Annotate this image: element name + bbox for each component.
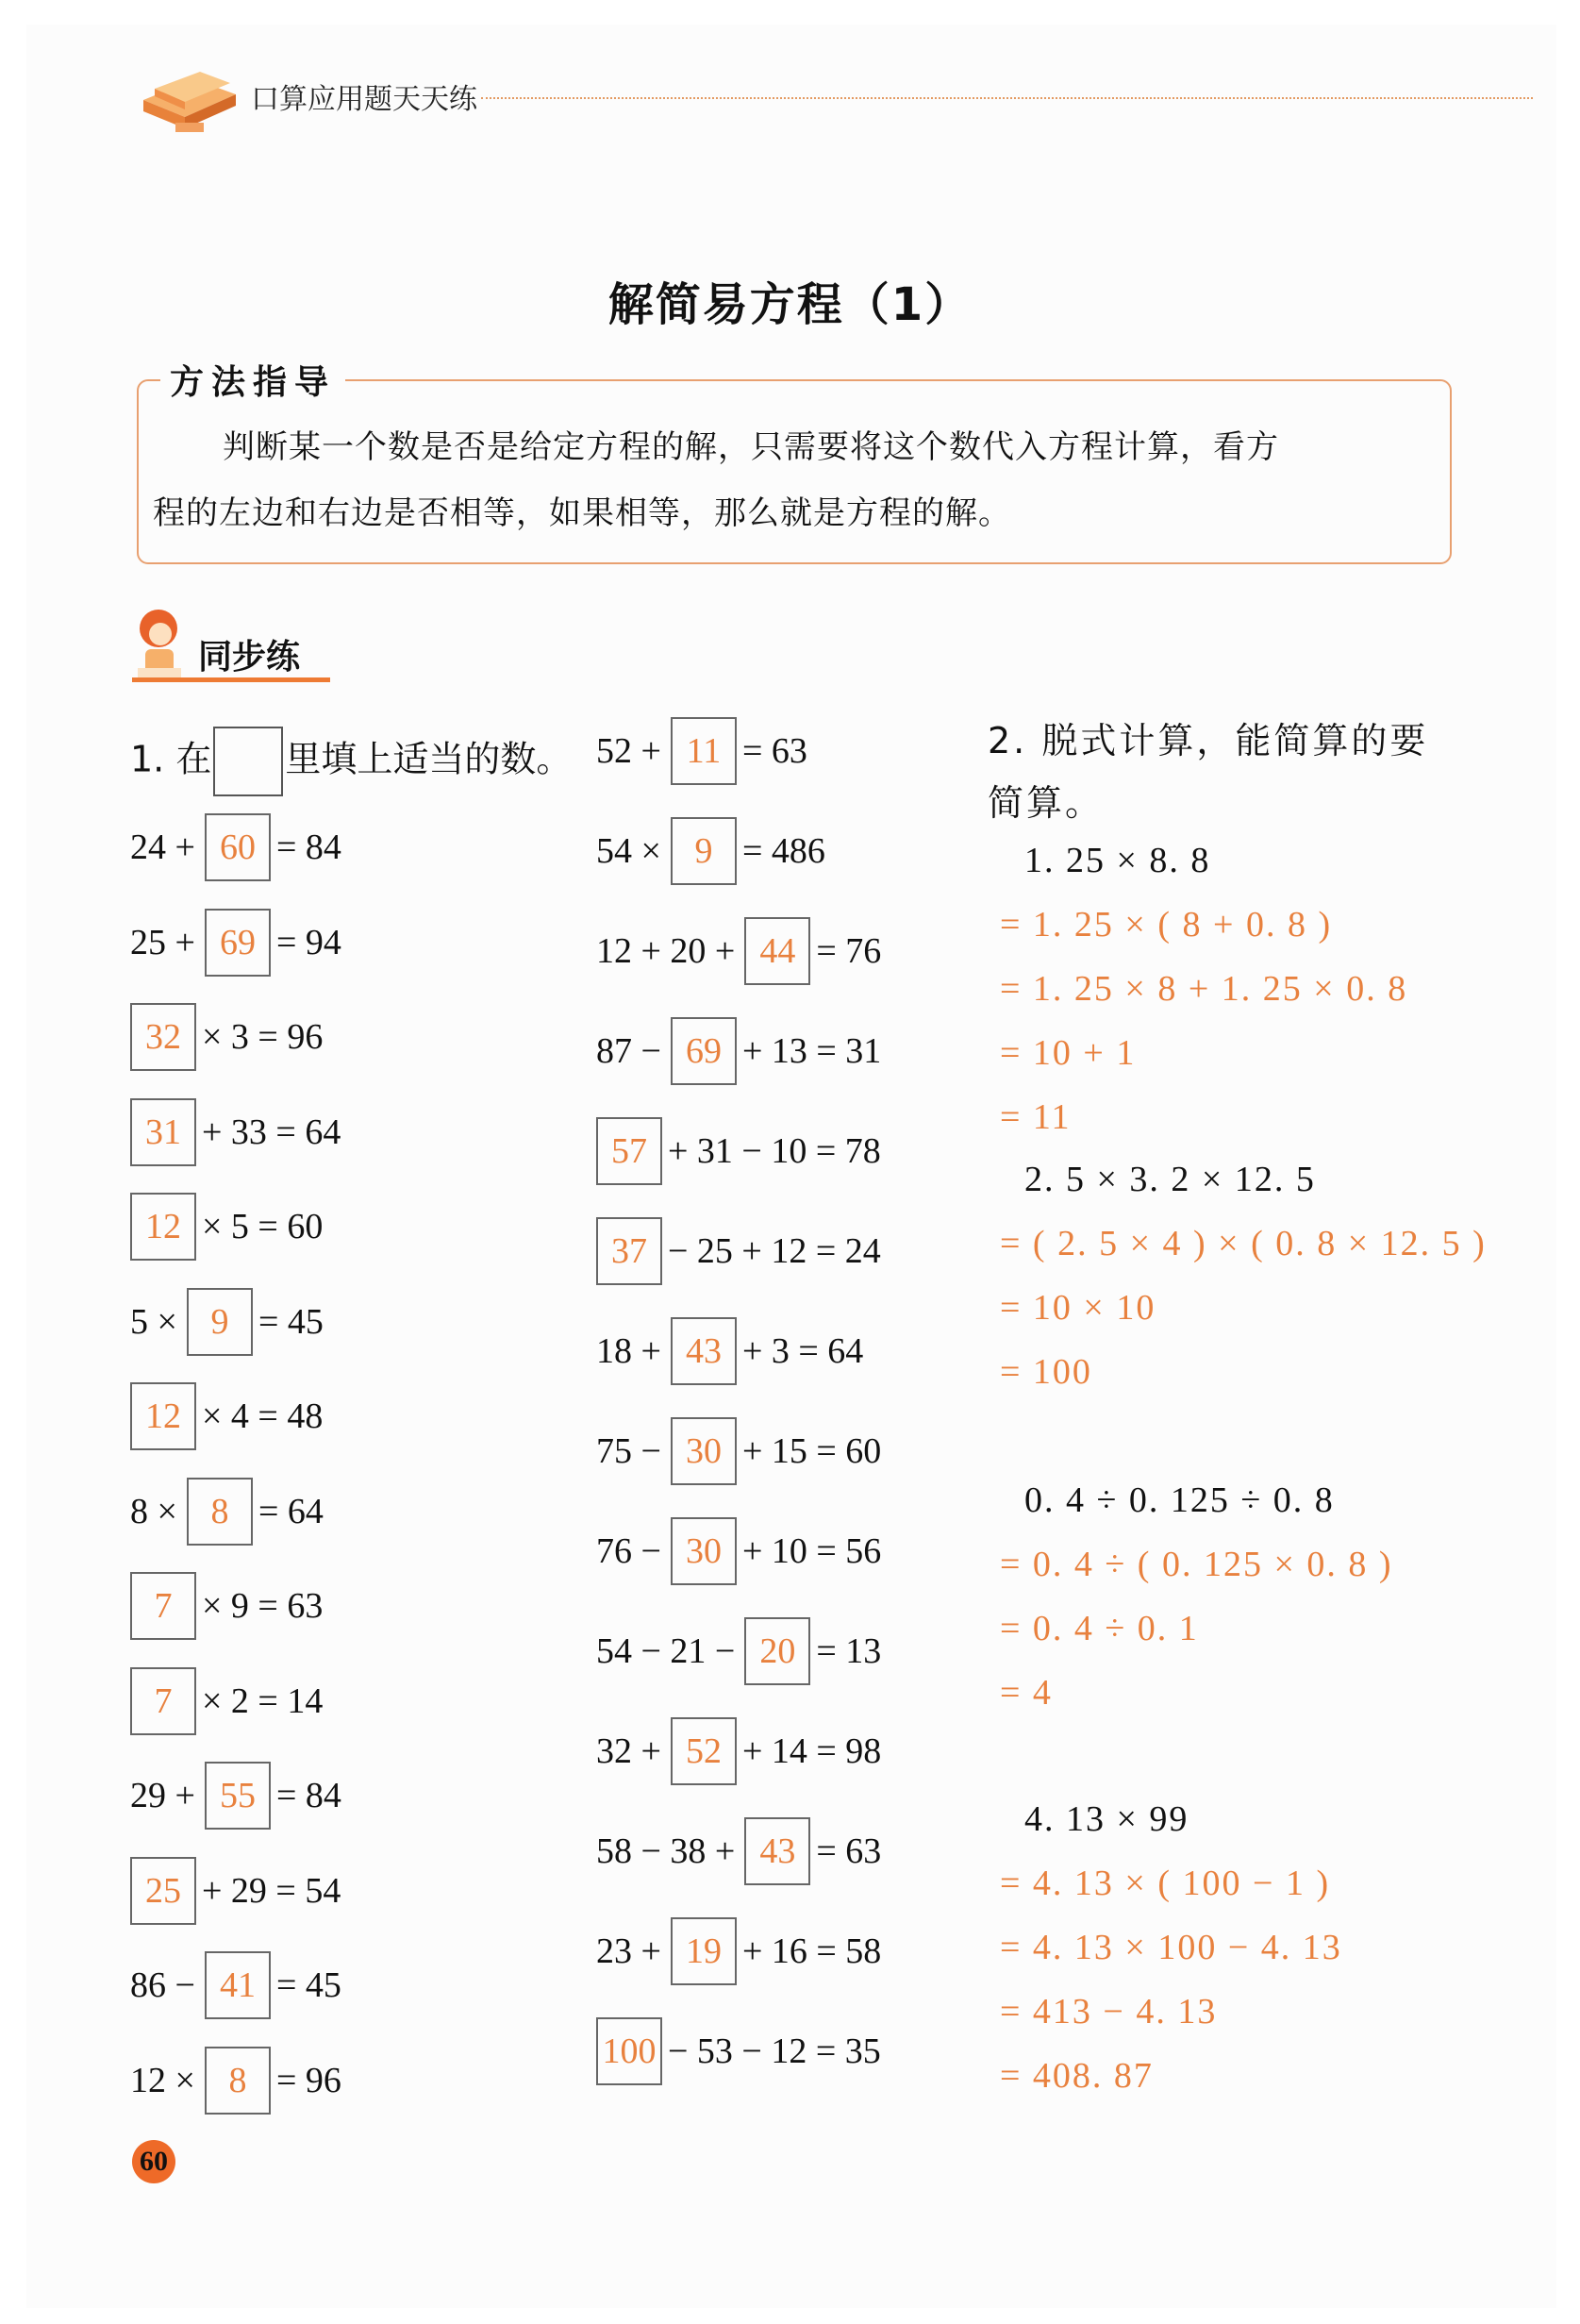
equation-right: + 33 = 64	[202, 1112, 341, 1152]
equation-row	[130, 1949, 341, 2021]
answer-box[interactable]: 32	[130, 1003, 196, 1071]
equation-left: 24 +	[130, 828, 195, 867]
equation-row	[596, 715, 807, 787]
equation-row	[130, 1096, 341, 1168]
answer-box[interactable]: 60	[205, 813, 271, 881]
answer-box[interactable]: 11	[671, 717, 737, 785]
equation-row	[130, 1191, 323, 1262]
equation-row	[130, 1665, 323, 1737]
equation-right: − 25 + 12 = 24	[668, 1231, 881, 1271]
equation-right: + 15 = 60	[741, 1431, 882, 1471]
answer-box[interactable]: 55	[205, 1762, 271, 1830]
calc-step: = 10 × 10	[1000, 1288, 1156, 1328]
equation-right: = 45	[275, 1965, 341, 2005]
page-title: 解简易方程（1）	[607, 278, 973, 331]
equation-right: = 84	[275, 828, 341, 867]
answer-box[interactable]: 8	[205, 2047, 271, 2115]
method-guide-label: 方法指导	[160, 356, 345, 404]
equation-right: = 63	[741, 731, 807, 771]
equation-row	[596, 1015, 881, 1087]
answer-box[interactable]: 30	[671, 1417, 737, 1485]
calc-expression: 4. 13 × 99	[1024, 1799, 1189, 1839]
answer-box[interactable]: 9	[671, 817, 737, 885]
equation-row	[130, 2045, 341, 2116]
equation-right: + 13 = 31	[741, 1031, 882, 1071]
equation-row	[130, 1286, 324, 1358]
equation-right: + 29 = 54	[202, 1870, 341, 1911]
answer-box[interactable]: 31	[130, 1098, 196, 1166]
equation-right: = 84	[275, 1776, 341, 1815]
answer-box[interactable]: 25	[130, 1857, 196, 1925]
equation-left: 87 −	[596, 1031, 661, 1071]
equation-left: 54 ×	[596, 831, 661, 871]
answer-box[interactable]: 44	[744, 917, 810, 985]
calc-step: = 413 − 4. 13	[1000, 1992, 1218, 2031]
answer-box[interactable]: 52	[671, 1717, 737, 1785]
equation-left: 5 ×	[130, 1301, 177, 1342]
question2-title-line1: 2. 脱式计算，能简算的要	[988, 720, 1429, 761]
calc-expression: 2. 5 × 3. 2 × 12. 5	[1024, 1160, 1316, 1199]
answer-box[interactable]: 20	[744, 1617, 810, 1685]
equation-row	[130, 1760, 341, 1831]
answer-box[interactable]: 12	[130, 1193, 196, 1261]
equation-right: = 13	[816, 1631, 882, 1671]
answer-box[interactable]: 7	[130, 1572, 196, 1640]
calc-step: = 4. 13 × 100 − 4. 13	[1000, 1928, 1342, 1967]
calc-step: = 1. 25 × ( 8 + 0. 8 )	[1000, 905, 1333, 945]
equation-left: 86 −	[130, 1965, 195, 2005]
calc-step: = 0. 4 ÷ 0. 1	[1000, 1609, 1199, 1648]
example-blank-box	[213, 727, 283, 796]
equation-row	[596, 1715, 881, 1787]
method-guide-text-line1: 判断某一个数是否是给定方程的解，只需要将这个数代入方程计算，看方	[223, 428, 1279, 466]
equation-row	[596, 915, 881, 987]
equation-row	[130, 1380, 323, 1452]
equation-right: + 14 = 98	[741, 1731, 882, 1771]
answer-box[interactable]: 41	[205, 1951, 271, 2019]
equation-left: 25 +	[130, 922, 195, 962]
question1-title	[130, 727, 572, 796]
equation-right: = 486	[741, 831, 825, 871]
equation-row	[596, 1115, 881, 1187]
header-divider	[481, 97, 1533, 99]
method-guide-box	[137, 379, 1452, 564]
answer-box[interactable]: 57	[596, 1117, 662, 1185]
question1-prefix: 1. 在	[130, 738, 212, 780]
equation-right: − 53 − 12 = 35	[668, 2031, 881, 2071]
equation-right: × 3 = 96	[202, 1017, 324, 1057]
calc-step: = ( 2. 5 × 4 ) × ( 0. 8 × 12. 5 )	[1000, 1224, 1487, 1263]
equation-right: + 3 = 64	[741, 1331, 864, 1371]
answer-box[interactable]: 43	[671, 1317, 737, 1385]
equation-row	[596, 1415, 881, 1487]
equation-left: 58 − 38 +	[596, 1831, 736, 1871]
equation-left: 52 +	[596, 731, 661, 771]
equation-right: = 96	[275, 2060, 341, 2100]
equation-row	[130, 1570, 323, 1642]
equation-row	[596, 1615, 881, 1687]
answer-box[interactable]: 43	[744, 1817, 810, 1885]
page-number: 60	[132, 2140, 175, 2183]
calc-step: = 100	[1000, 1352, 1092, 1392]
equation-right: + 16 = 58	[741, 1931, 882, 1971]
answer-box[interactable]: 100	[596, 2017, 662, 2085]
calc-step: = 4	[1000, 1673, 1053, 1713]
answer-box[interactable]: 19	[671, 1917, 737, 1985]
equation-right: = 45	[258, 1301, 324, 1342]
equation-left: 12 + 20 +	[596, 931, 736, 971]
equation-left: 23 +	[596, 1931, 661, 1971]
answer-box[interactable]: 12	[130, 1382, 196, 1450]
question2-title-line2: 简算。	[988, 782, 1105, 824]
equation-right: = 64	[258, 1491, 324, 1531]
equation-row	[596, 1915, 881, 1987]
equation-left: 12 ×	[130, 2060, 195, 2100]
equation-right: + 31 − 10 = 78	[668, 1131, 881, 1171]
equation-right: × 5 = 60	[202, 1207, 324, 1246]
equation-left: 76 −	[596, 1531, 661, 1571]
equation-left: 29 +	[130, 1776, 195, 1815]
method-guide-text-line2: 程的左边和右边是否相等，如果相等，那么就是方程的解。	[153, 494, 1011, 532]
book-stack-logo-icon	[138, 62, 243, 140]
equation-left: 8 ×	[130, 1491, 177, 1531]
equation-row	[130, 1855, 341, 1927]
calc-step: = 10 + 1	[1000, 1033, 1137, 1073]
answer-box[interactable]: 8	[187, 1478, 253, 1546]
equation-right: × 2 = 14	[202, 1680, 324, 1721]
equation-left: 75 −	[596, 1431, 661, 1471]
book-title: 口算应用题天天练	[251, 83, 477, 116]
section-underline	[132, 677, 330, 682]
answer-box[interactable]: 30	[671, 1517, 737, 1585]
equation-row	[596, 1515, 881, 1587]
equation-right: + 10 = 56	[741, 1531, 882, 1571]
question1-suffix: 里填上适当的数。	[285, 738, 573, 780]
equation-right: × 4 = 48	[202, 1396, 324, 1436]
calc-step: = 4. 13 × ( 100 − 1 )	[1000, 1864, 1331, 1903]
answer-box[interactable]: 69	[205, 909, 271, 977]
calc-step: = 11	[1000, 1097, 1072, 1137]
answer-box[interactable]: 37	[596, 1217, 662, 1285]
equation-row	[596, 815, 825, 887]
equation-right: = 63	[816, 1831, 882, 1871]
equation-row	[130, 1476, 324, 1547]
calc-step: = 0. 4 ÷ ( 0. 125 × 0. 8 )	[1000, 1545, 1393, 1584]
calc-step: = 1. 25 × 8 + 1. 25 × 0. 8	[1000, 969, 1408, 1009]
calc-step: = 408. 87	[1000, 2056, 1154, 2096]
equation-right: × 9 = 63	[202, 1586, 324, 1626]
answer-box[interactable]: 7	[130, 1667, 196, 1735]
answer-box[interactable]: 69	[671, 1017, 737, 1085]
calc-expression: 0. 4 ÷ 0. 125 ÷ 0. 8	[1024, 1480, 1335, 1520]
equation-left: 32 +	[596, 1731, 661, 1771]
equation-row	[130, 907, 341, 978]
answer-box[interactable]: 9	[187, 1288, 253, 1356]
equation-left: 18 +	[596, 1331, 661, 1371]
equation-row	[596, 1815, 881, 1887]
equation-right: = 94	[275, 922, 341, 962]
student-mascot-icon	[130, 606, 189, 685]
equation-left: 54 − 21 −	[596, 1631, 736, 1671]
equation-row	[130, 1001, 323, 1073]
calc-expression: 1. 25 × 8. 8	[1024, 841, 1211, 880]
equation-row	[596, 1315, 863, 1387]
equation-row	[596, 1215, 881, 1287]
equation-row	[130, 811, 341, 883]
section-label: 同步练	[198, 638, 301, 677]
equation-right: = 76	[816, 931, 882, 971]
equation-row	[596, 2015, 881, 2087]
